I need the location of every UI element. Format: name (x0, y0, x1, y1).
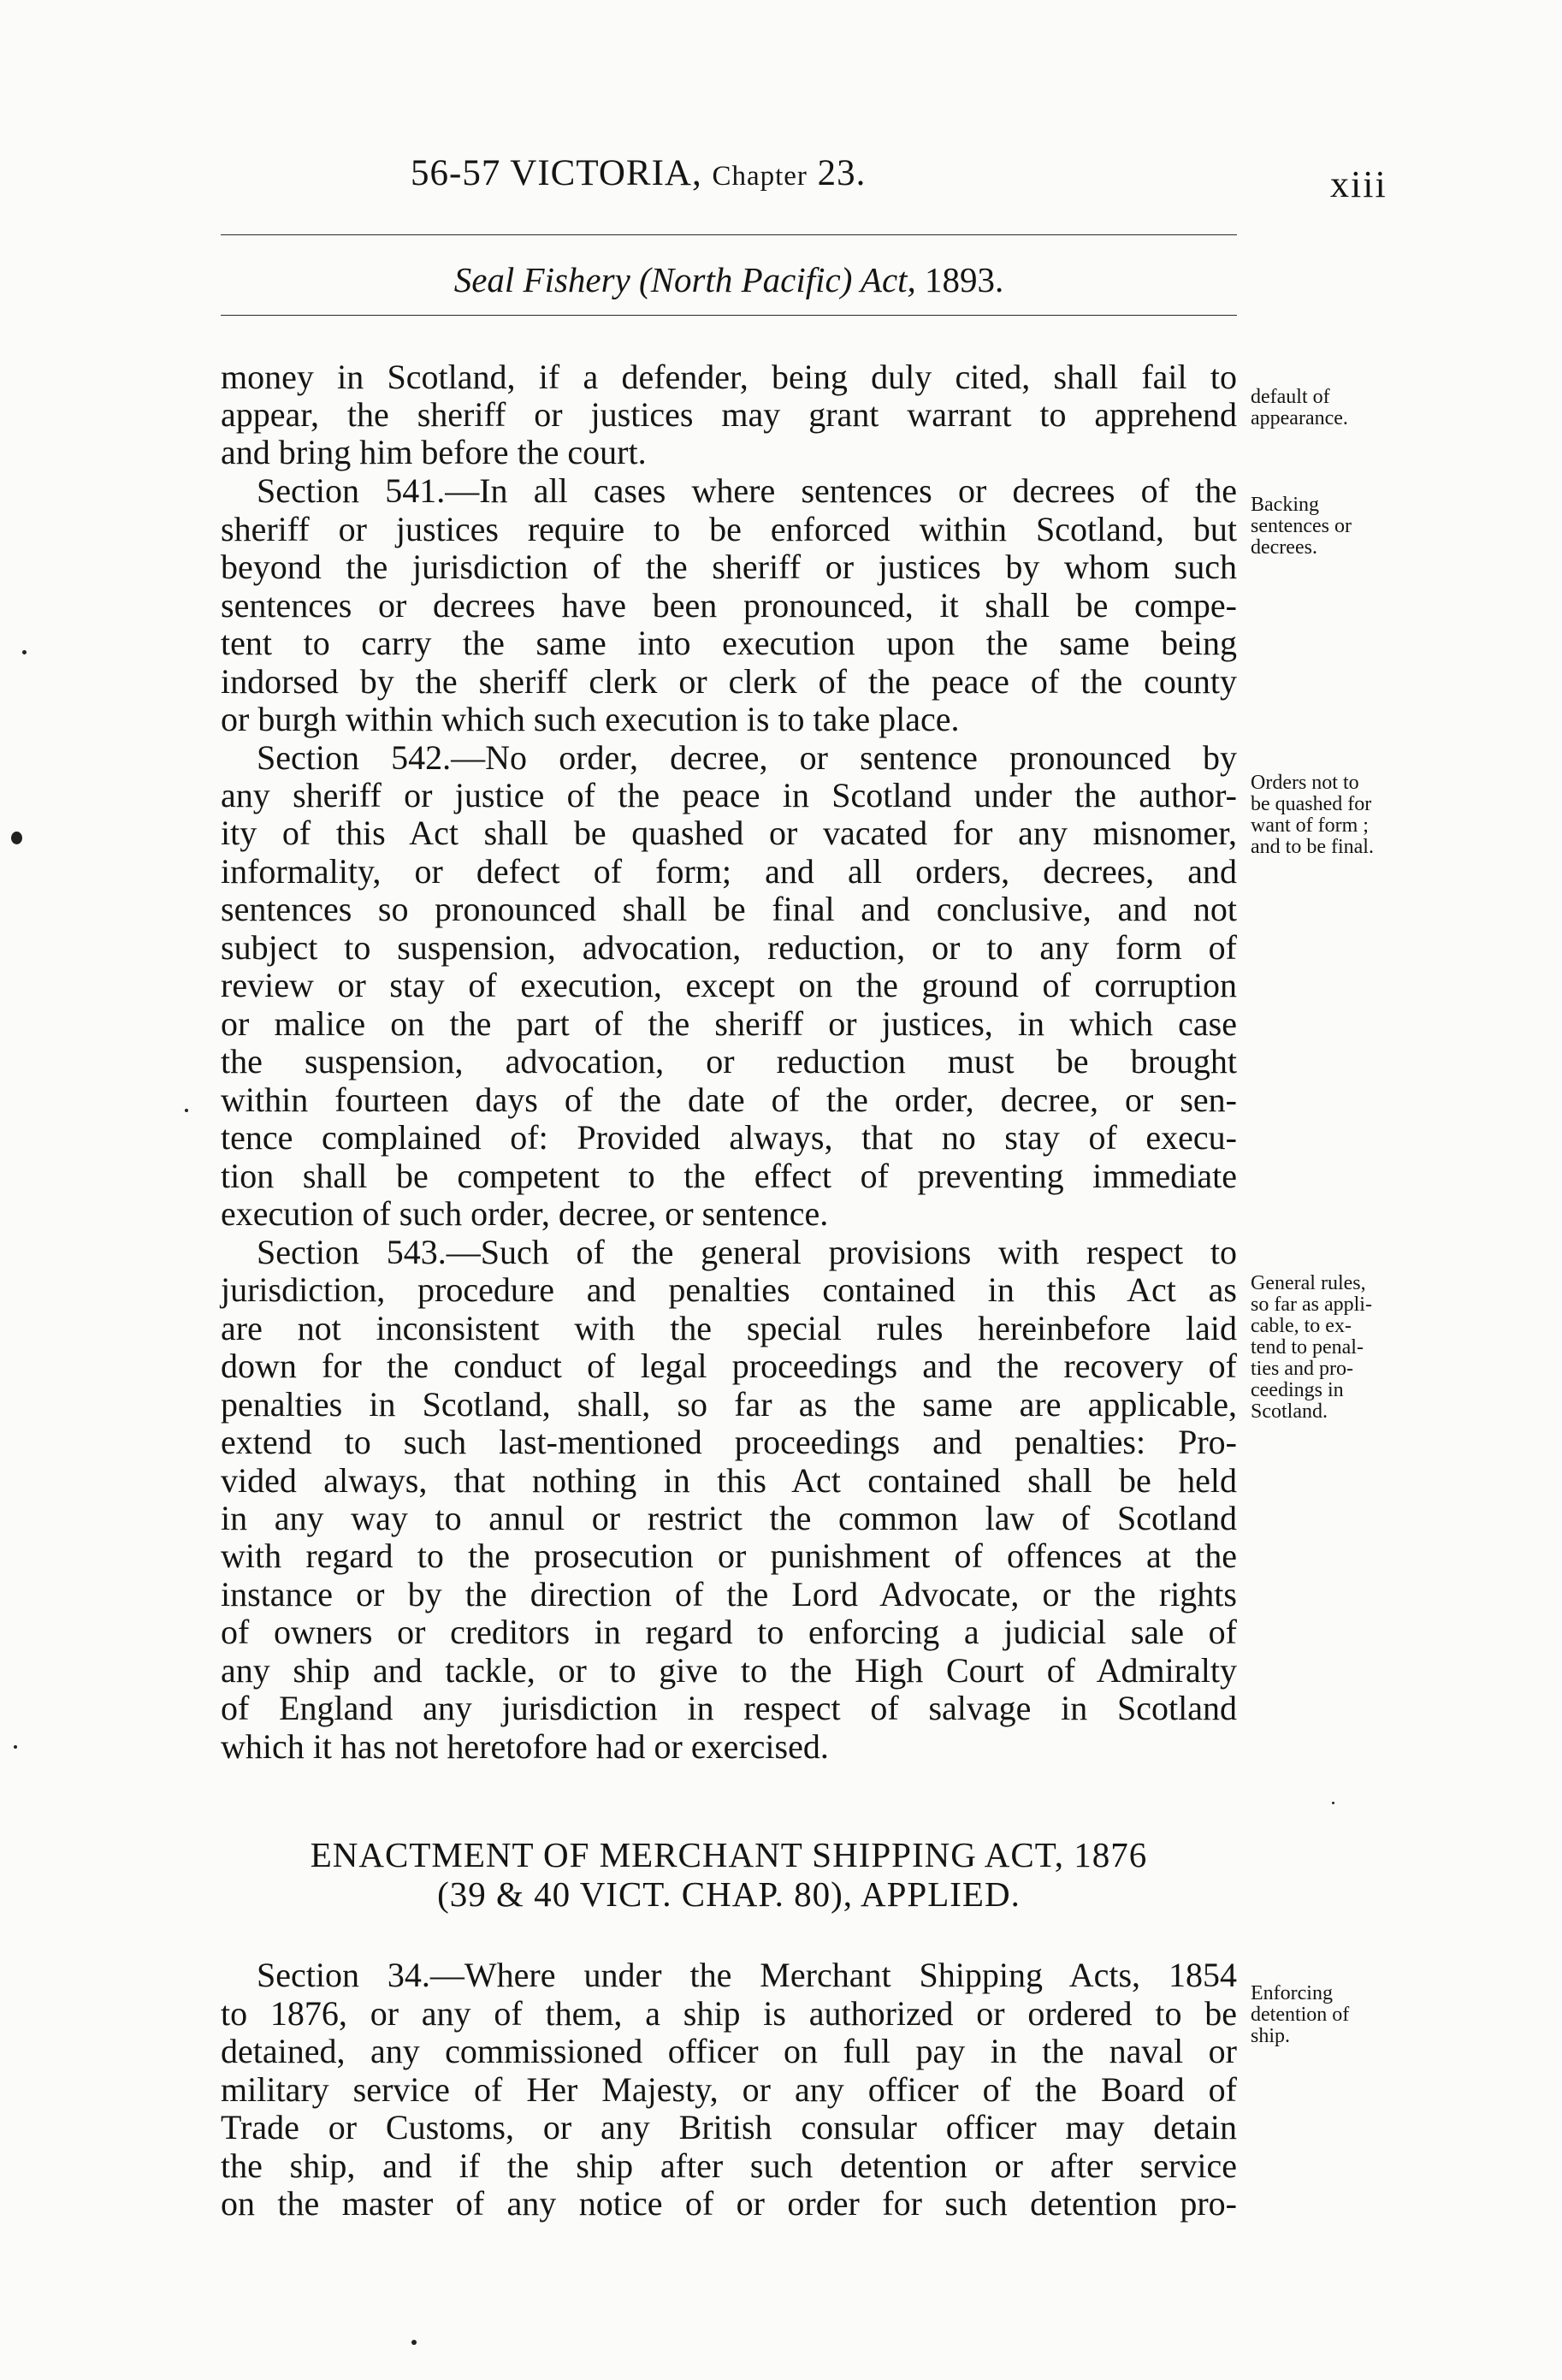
running-title: 56-57 VICTORIA, (411, 153, 702, 193)
body-text-line: sentences so pronounced shall be final and conclusive, and not (221, 890, 1237, 928)
body-text-line: sentences or decrees have been pronounced, it shall be compe- (221, 586, 1237, 625)
margin-note-line: decrees. (1251, 536, 1317, 559)
margin-note-line: ties and pro- (1251, 1358, 1353, 1380)
enactment-heading-line-1: ENACTMENT OF MERCHANT SHIPPING ACT, 1876 (310, 1835, 1148, 1874)
margin-note-line: General rules, (1251, 1272, 1366, 1294)
section-34-line: detained, any commissioned officer on full pay in the naval or (221, 2032, 1237, 2070)
body-text-line: or malice on the part of the sheriff or justices, in which case (221, 1004, 1237, 1043)
body-text-line: in any way to annul or restrict the common law of Scotland (221, 1499, 1237, 1537)
margin-note-line: appearance. (1251, 407, 1348, 429)
body-text-line: instance or by the direction of the Lord Advocate, or the rights (221, 1575, 1237, 1613)
header-rule-bottom (221, 315, 1237, 316)
body-text-line: appear, the sheriff or justices may grant warrant to apprehend (221, 395, 1237, 434)
body-text-line: any ship and tackle, or to give to the High Court of Admiralty (221, 1651, 1237, 1690)
body-text-line: extend to such last-mentioned proceedings and penalties: Pro- (221, 1423, 1237, 1461)
body-text-line: ity of this Act shall be quashed or vacated for any misnomer, (221, 814, 1237, 852)
scan-speck (185, 1109, 188, 1112)
margin-note-line: Orders not to (1251, 772, 1359, 794)
margin-note-line: detention of (1251, 2004, 1350, 2026)
body-text-line: are not inconsistent with the special rules hereinbefore laid (221, 1309, 1237, 1347)
body-text-line: or burgh within which such execution is to take place. (221, 700, 960, 738)
body-text-line: vided always, that nothing in this Act contained shall be held (221, 1461, 1237, 1500)
body-text-line: execution of such order, decree, or sentence. (221, 1194, 829, 1233)
margin-note-line: Enforcing (1251, 1982, 1333, 2004)
body-text-line: of owners or creditors in regard to enforcing a judicial sale of (221, 1613, 1237, 1651)
section-34-line: Trade or Customs, or any British consular officer may detain (221, 2108, 1237, 2146)
body-text-line: within fourteen days of the date of the order, decree, or sen- (221, 1080, 1237, 1119)
body-text-line: jurisdiction, procedure and penalties contained in this Act as (221, 1270, 1237, 1309)
section-34-line: Section 34.—Where under the Merchant Shipping Acts, 1854 (257, 1956, 1237, 1994)
section-34-line: to 1876, or any of them, a ship is authorized or ordered to be (221, 1994, 1237, 2033)
margin-note-line: be quashed for (1251, 793, 1372, 815)
body-text-line: subject to suspension, advocation, reduction, or to any form of (221, 928, 1237, 967)
running-head (411, 152, 866, 194)
section-34-line: on the master of any notice of or order for such detention pro- (221, 2184, 1237, 2223)
margin-note-line: default of (1251, 386, 1330, 408)
scan-speck (22, 650, 27, 654)
margin-note-line: Scotland. (1251, 1400, 1328, 1423)
section-34-line: military service of Her Majesty, or any officer of the Board of (221, 2070, 1237, 2109)
body-text-line: beyond the jurisdiction of the sheriff or justices by whom such (221, 548, 1237, 586)
margin-note-general (1251, 1273, 1464, 1423)
body-text-line: tence complained of: Provided always, that no stay of execu- (221, 1118, 1237, 1157)
page-number: xiii (1330, 163, 1387, 205)
scan-speck (1332, 1802, 1334, 1804)
margin-note-line: so far as appli- (1251, 1294, 1372, 1316)
scan-blot (11, 832, 22, 844)
body-text-line: with regard to the prosecution or punishment of offences at the (221, 1536, 1237, 1575)
body-text-line: informality, or defect of form; and all orders, decrees, and (221, 852, 1237, 891)
body-text-line: Section 542.—No order, decree, or sentence pronounced by (257, 738, 1237, 777)
body-text-line: tion shall be competent to the effect of preventing immediate (221, 1157, 1237, 1195)
act-title: Seal Fishery (North Pacific) Act, (453, 260, 916, 299)
body-text-line: Section 541.—In all cases where sentences or decrees of the (257, 471, 1237, 510)
body-text-line: of England any jurisdiction in respect of salvage in Scotland (221, 1689, 1237, 1727)
margin-note-line: sentences or (1251, 515, 1352, 537)
enactment-heading-line-2: (39 & 40 VICT. CHAP. 80), APPLIED. (437, 1874, 1021, 1914)
body-text-line: the suspension, advocation, or reduction must be brought (221, 1042, 1237, 1080)
body-text-line: Section 543.—Such of the general provisions with respect to (257, 1233, 1237, 1271)
body-text-line: down for the conduct of legal proceedings and the recovery of (221, 1347, 1237, 1385)
margin-note-backing (1251, 494, 1464, 559)
margin-note-enforcing (1251, 1983, 1464, 2047)
margin-note-line: Backing (1251, 494, 1319, 516)
body-text-line: which it has not heretofore had or exercised. (221, 1727, 829, 1766)
body-text-line: money in Scotland, if a defender, being duly cited, shall fail to (221, 358, 1237, 396)
section-34-line: the ship, and if the ship after such detention or after service (221, 2146, 1237, 2185)
scan-speck (14, 1745, 17, 1749)
body-text-line: tent to carry the same into execution upon the same being (221, 624, 1237, 662)
body-text-line: any sheriff or justice of the peace in Scotland under the author- (221, 776, 1237, 814)
chapter-number: 23. (817, 153, 867, 193)
body-text-line: sheriff or justices require to be enforced within Scotland, but (221, 510, 1237, 548)
margin-note-line: ship. (1251, 2025, 1291, 2047)
act-subtitle (221, 259, 1237, 300)
margin-note-line: tend to penal- (1251, 1336, 1364, 1359)
body-text-line: indorsed by the sheriff clerk or clerk of the peace of the county (221, 662, 1237, 701)
chapter-label: Chapter (712, 161, 808, 192)
margin-note-default (1251, 387, 1464, 429)
body-text-line: penalties in Scotland, shall, so far as the same are applicable, (221, 1385, 1237, 1424)
margin-note-line: and to be final. (1251, 836, 1374, 858)
margin-note-line: cable, to ex- (1251, 1315, 1352, 1337)
margin-note-orders (1251, 773, 1464, 858)
act-year: 1893. (925, 260, 1004, 299)
margin-note-line: want of form ; (1251, 814, 1369, 837)
margin-note-line: ceedings in (1251, 1379, 1344, 1401)
body-text-line: review or stay of execution, except on the ground of corruption (221, 966, 1237, 1004)
header-rule-top (221, 234, 1237, 235)
body-text-line: and bring him before the court. (221, 433, 647, 471)
scan-speck (411, 2340, 417, 2345)
